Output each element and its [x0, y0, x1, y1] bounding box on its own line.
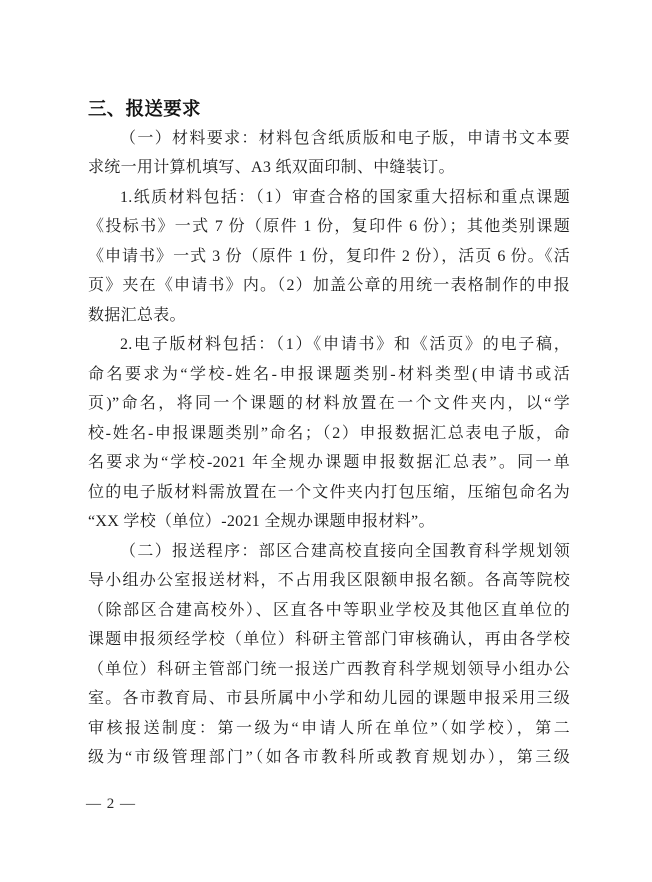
text-line: 1.纸质材料包括：（1）审查合格的国家重大招标和重点课题 — [120, 188, 570, 206]
text-line: 页)”命名，将同一个课题的材料放置在一个文件夹内，以“学 — [88, 395, 570, 412]
text-line: （除部区合建高校外）、区直各中等职业学校及其他区直单位的 — [88, 601, 570, 619]
text-line: （一）材料要求：材料包含纸质版和电子版，申请书文本要 — [120, 129, 570, 147]
text-line: 求统一用计算机填写、A3 纸双面印制、中缝装订。 — [88, 159, 455, 176]
text-line: 2.电子版材料包括：（1）《申请书》和《活页》的电子稿， — [120, 336, 570, 353]
section-heading: 三、报送要求 — [88, 98, 201, 119]
text-line: 校-姓名-申报课题类别”命名；（2）申报数据汇总表电子版，命 — [88, 424, 570, 442]
text-line: 《投标书》一式 7 份（原件 1 份，复印件 6 份）；其他类别课题 — [88, 218, 570, 235]
text-line: （二）报送程序：部区合建高校直接向全国教育科学规划领 — [120, 542, 570, 560]
text-line: 名要求为“学校-2021 年全规办课题申报数据汇总表”。同一单 — [88, 454, 570, 471]
text-line: 课题申报须经学校（单位）科研主管部门审核确认，再由各学校 — [88, 631, 570, 648]
document-body — [88, 94, 570, 773]
text-line: “XX 学校（单位）-2021 全规办课题申报材料”。 — [88, 513, 435, 530]
text-line: 命名要求为“学校-姓名-申报课题类别-材料类型(申请书或活 — [88, 365, 570, 383]
text-line: 导小组办公室报送材料，不占用我区限额申报名额。各高等院校 — [88, 572, 570, 589]
text-line: 室。各市教育局、市县所属中小学和幼儿园的课题申报采用三级 — [88, 690, 570, 707]
text-line: 级为“市级管理部门”（如各市教科所或教育规划办），第三级 — [88, 749, 570, 766]
text-line: 位的电子版材料需放置在一个文件夹内打包压缩，压缩包命名为 — [88, 483, 570, 501]
text-line: 《申请书》一式 3 份（原件 1 份，复印件 2 份），活页 6 份。《活 — [88, 247, 570, 265]
text-line: 页》夹在《申请书》内。（2）加盖公章的用统一表格制作的申报 — [88, 277, 570, 294]
text-line: （单位）科研主管部门统一报送广西教育科学规划领导小组办公 — [88, 660, 570, 678]
text-line: 数据汇总表。 — [88, 306, 186, 324]
text-line: 审核报送制度：第一级为“申请人所在单位”（如学校），第二 — [88, 719, 570, 737]
page-number: — 2 — — [86, 796, 136, 812]
